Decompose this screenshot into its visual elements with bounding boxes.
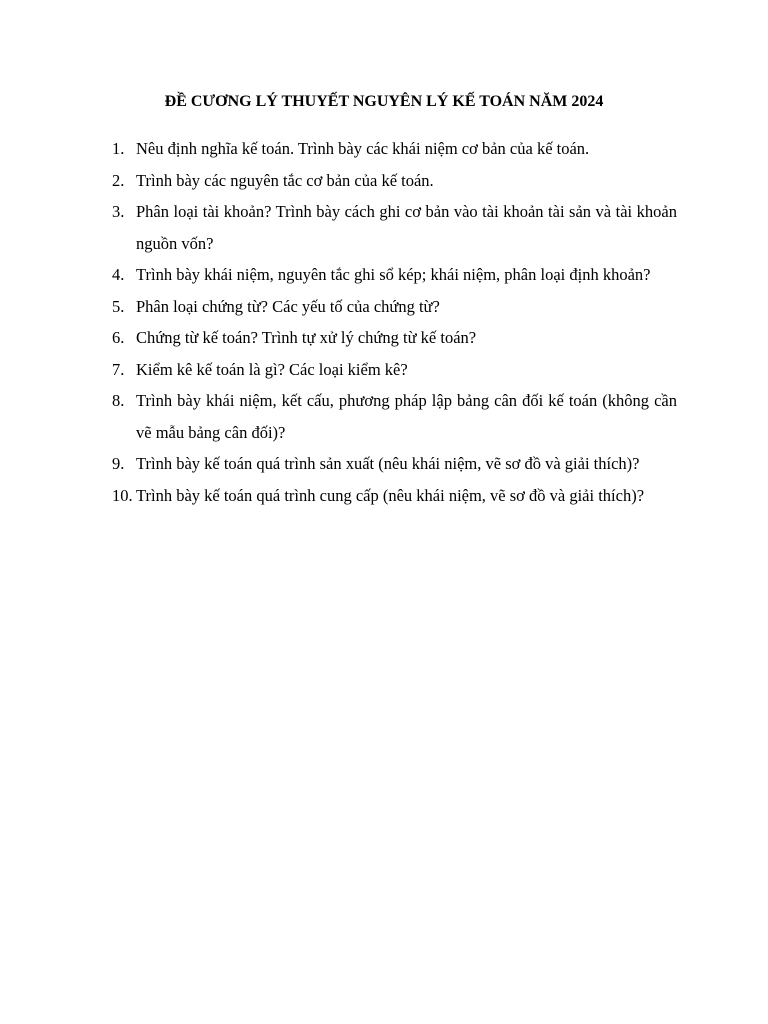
list-item (112, 322, 677, 354)
list-item (112, 196, 677, 259)
item-number: 4. (112, 265, 125, 284)
list-item (112, 385, 677, 448)
item-text: Trình bày các nguyên tắc cơ bản của kế toán. (136, 170, 434, 190)
list-item (112, 448, 677, 480)
item-text: Trình bày khái niệm, kết cấu, phương pháp lập bảng cân đối kế toán (không cần vẽ mẫu bảng cân đối)? (136, 391, 677, 442)
item-text: Kiểm kê kế toán là gì? Các loại kiểm kê? (136, 359, 408, 379)
list-item (112, 165, 677, 197)
item-number: 8. (112, 391, 125, 410)
list-item (112, 259, 677, 291)
document-title: ĐỀ CƯƠNG LÝ THUYẾT NGUYÊN LÝ KẾ TOÁN NĂM 2024 (164, 93, 604, 110)
item-text: Phân loại chứng từ? Các yếu tố của chứng từ? (136, 296, 440, 316)
list-item (112, 354, 677, 386)
item-text: Trình bày khái niệm, nguyên tắc ghi sổ kép; khái niệm, phân loại định khoản? (136, 265, 651, 284)
item-number: 5. (112, 296, 125, 316)
list-item (112, 133, 677, 165)
item-number: 7. (112, 359, 125, 379)
item-number: 1. (112, 139, 125, 158)
item-text: Phân loại tài khoản? Trình bày cách ghi cơ bản vào tài khoản tài sản và tài khoản nguồn vốn? (136, 202, 677, 253)
item-text: Trình bày kế toán quá trình sản xuất (nêu khái niệm, vẽ sơ đồ và giải thích)? (136, 454, 640, 473)
item-number: 10. (112, 485, 133, 505)
item-number: 2. (112, 170, 125, 190)
list-item (112, 480, 677, 512)
item-text: Chứng từ kế toán? Trình tự xử lý chứng từ kế toán? (136, 328, 477, 347)
question-list (112, 133, 677, 511)
item-text: Trình bày kế toán quá trình cung cấp (nêu khái niệm, vẽ sơ đồ và giải thích)? (136, 485, 645, 505)
item-text: Nêu định nghĩa kế toán. Trình bày các khái niệm cơ bản của kế toán. (136, 139, 590, 158)
list-item (112, 291, 677, 323)
item-number: 9. (112, 454, 125, 473)
item-number: 6. (112, 328, 125, 347)
item-number: 3. (112, 202, 125, 221)
